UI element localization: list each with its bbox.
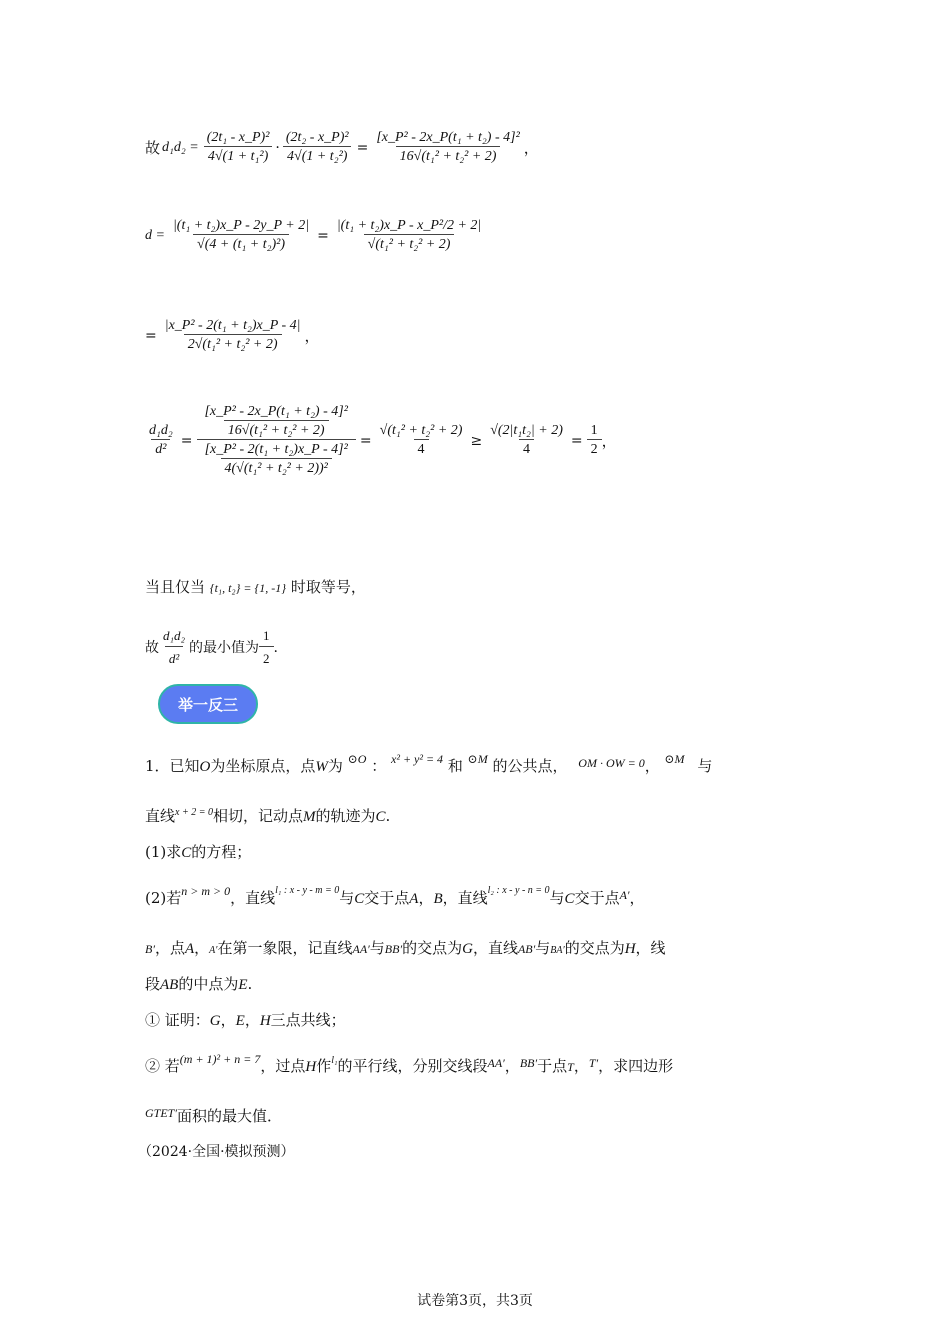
numerator: d₁d₂ [149,423,173,438]
denominator: √(4 + (t₁ + t₂)²) [193,234,289,253]
math: H [259,1013,271,1029]
text: 故 [145,639,159,656]
equals: = [317,227,329,244]
text: 和 [447,757,463,775]
math: ⊙M [664,752,685,766]
text: 时取等号， [290,578,366,596]
compound-denominator [197,439,356,477]
dot: · [275,139,280,156]
math: O [199,759,211,775]
text: ， [573,1057,589,1075]
text: 交于点 [574,889,620,907]
math: G [209,1013,221,1029]
fraction [200,404,351,439]
math: BB′ [384,942,403,956]
text: 在第一象限，记直线 [217,939,353,957]
fraction [203,130,274,165]
math: E [238,977,248,993]
text: ， [220,1011,236,1029]
derivation-line-6 [145,626,278,669]
denominator: d² [151,439,170,458]
math: C [375,809,386,825]
math: T [567,1060,574,1074]
math: GTET′ [145,1106,177,1120]
math-lhs: d = [145,227,165,243]
derivation-line-1 [145,130,539,165]
text: 的方程； [191,843,252,861]
denominator: 4 [519,439,534,458]
math: A [184,941,195,957]
text: ，直线 [442,889,488,907]
text: ① 证明： [145,1011,210,1029]
text: 与 [369,939,385,957]
math: M [302,809,316,825]
equals: = [359,432,372,449]
derivation-line-3 [145,318,320,353]
denominator: 2 [587,439,602,458]
numerator: [x_P² - 2x_P(t₁ + t₂) - 4]² [376,130,520,145]
fraction [587,423,602,458]
denominator: d² [165,646,183,669]
text: ，直线 [230,889,276,907]
equals: = [356,139,369,156]
numerator: (2t₂ - x_P)² [285,130,349,145]
text: (1)求 [145,843,182,861]
denominator: 16√(t₁² + t₂² + 2) [396,146,501,165]
fraction [333,218,485,253]
text: 的公共点， [492,757,568,775]
math: OM · OW = 0 [578,756,645,770]
text: 面积的最大值． [176,1107,282,1125]
math: A [409,891,419,907]
problem-line-1 [145,752,713,777]
numerator: 1 [590,423,598,438]
derivation-line-5 [145,577,366,598]
problem-line-7 [145,1010,346,1031]
denominator: 4 [414,439,429,458]
numerator: [x_P² - 2(t₁ + t₂)x_P - 4]² [204,442,348,457]
denominator: 2 [259,646,274,669]
math: W [315,759,328,775]
math: C [354,891,365,907]
denominator: 4(√(t₁² + t₂² + 2))² [221,458,332,477]
text: ， [194,939,210,957]
text: ，直线 [472,939,518,957]
text: ，点 [154,939,185,957]
math: ⊙O [347,752,367,766]
text: ， [244,1011,260,1029]
fraction [376,423,467,458]
math: T′ [588,1056,599,1070]
text: 相切，记动点 [212,807,303,825]
math: A′ [619,888,630,902]
text: 为坐标原点，点 [210,757,316,775]
fraction [282,130,353,165]
numerator: d₁d₂ [163,628,186,643]
text: 与 [535,939,551,957]
math: l₂ : x - y - n = 0 [487,885,550,896]
text: 的中点为 [178,975,239,993]
text: ，过点 [260,1057,306,1075]
math: AA′ [352,942,370,956]
math: x + 2 = 0 [175,807,213,818]
text: . [247,975,253,993]
text: 段 [145,975,161,993]
math-set: {t₁, t₂} = {1, -1} [209,581,287,595]
problem-line-4 [145,884,645,911]
math: l₁ : x - y - m = 0 [275,885,340,896]
text: 1．已知 [145,757,200,775]
page-footer: 试卷第3页，共3页 [417,1293,533,1309]
math: G [462,941,473,957]
punctuation: . [273,639,278,656]
math: (m + 1)² + n = 7 [179,1052,261,1066]
text: 于点 [537,1057,568,1075]
fraction [259,626,274,669]
fraction [161,318,305,353]
fraction [159,626,189,669]
text: ， [644,757,660,775]
math: B′ [145,942,155,956]
math: l₁ [331,1055,338,1066]
text: . [385,807,391,825]
math: C [564,891,575,907]
text: 的交点为 [402,939,463,957]
text: 的平行线，分别交线段 [337,1057,488,1075]
derivation-line-4 [145,404,617,477]
math: BA′ [550,945,565,956]
fraction [372,130,523,165]
math: ⊙M [467,752,488,766]
numerator: √(2|t₁t₂| + 2) [490,423,563,438]
fraction [201,442,352,477]
compound-numerator [196,404,355,439]
text: 当且仅当 [145,578,206,596]
math: BB′ [519,1056,538,1070]
derivation-line-2 [145,218,485,253]
problem-line-9 [145,1106,282,1127]
text: ② 若 [145,1057,180,1075]
problem-line-3 [145,842,251,863]
compound-fraction [196,404,355,477]
problem-line-8 [145,1052,674,1079]
text: 与 [697,757,713,775]
text: 与 [339,889,355,907]
text: 故 [145,138,161,157]
math: AB [160,977,179,993]
denominator: √(t₁² + t₂² + 2) [364,234,455,253]
numerator: (2t₁ - x_P)² [206,130,270,145]
text: ， [504,1057,520,1075]
greater-equal: ≥ [470,432,483,449]
text: 的交点为 [564,939,625,957]
punctuation: ， [601,431,617,450]
problem-source: （2024·全国·模拟预测） [138,1144,295,1160]
text: ，线 [635,939,666,957]
math: B [433,891,443,907]
numerator: 1 [263,628,270,643]
math: A′ [209,945,218,956]
problem-line-5 [145,938,666,961]
math: H [305,1059,317,1075]
text: 与 [549,889,565,907]
text: 的轨迹为 [315,807,376,825]
math-lhs: d₁d₂ = [162,139,199,155]
equals: = [145,327,157,344]
text: 交于点 [364,889,410,907]
math: H [624,941,636,957]
text: 的最小值为 [189,639,260,656]
math: AB′ [517,942,536,956]
text: 作 [316,1057,332,1075]
denominator: 4√(1 + t₂²) [283,146,351,165]
badge-label: 举一反三 [177,695,238,714]
denominator: 4√(1 + t₁²) [204,146,272,165]
text: 为 [327,757,343,775]
fraction [486,423,567,458]
numerator: [x_P² - 2x_P(t₁ + t₂) - 4]² [204,404,348,419]
numerator: |(t₁ + t₂)x_P - x_P²/2 + 2| [336,218,482,233]
equals: = [570,432,583,449]
denominator: 2√(t₁² + t₂² + 2) [184,334,282,353]
text: ： [371,757,387,775]
numerator: |(t₁ + t₂)x_P - 2y_P + 2| [172,218,310,233]
numerator: √(t₁² + t₂² + 2) [379,423,463,438]
equals: = [180,432,193,449]
problem-line-2 [145,806,390,829]
text: ， [418,889,434,907]
fraction [169,218,313,253]
punctuation: ， [523,138,539,157]
denominator: 16√(t₁² + t₂² + 2) [224,420,329,439]
text: 三点共线； [270,1011,346,1029]
problem-line-6 [145,974,252,995]
text: (2)若 [145,889,182,907]
numerator: |x_P² - 2(t₁ + t₂)x_P - 4| [164,318,301,333]
math: n > m > 0 [181,884,231,898]
fraction-ratio [145,423,177,458]
text: ， [629,889,645,907]
punctuation: ， [304,326,320,345]
math: E [235,1013,245,1029]
math: x² + y² = 4 [391,752,444,766]
practice-badge [158,684,258,724]
math: AA′ [487,1056,505,1070]
math: C [181,845,192,861]
text: ，求四边形 [598,1057,674,1075]
text: 直线 [145,807,176,825]
